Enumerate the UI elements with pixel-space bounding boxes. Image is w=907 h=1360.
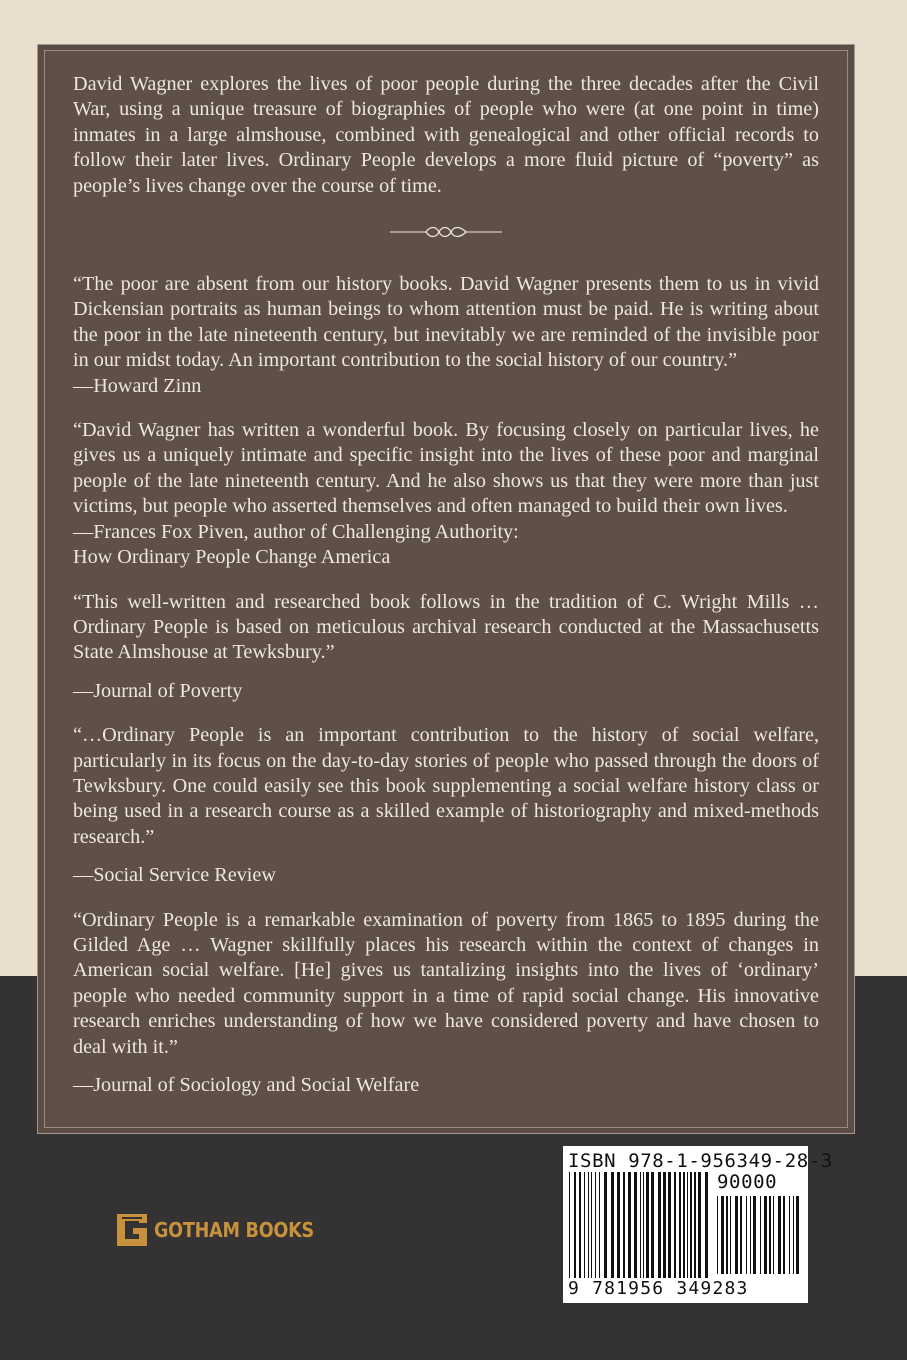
quote-zinn: “The poor are absent from our history books. David Wagner presents them to us in vivid Dickensian portraits as human beings to whom attention must be paid. He is writing about the poor in the late nineteenth century, but inevitably we are reminded of the invisible poor in our midst today. An important contribution to the social history of our country.” [73, 273, 819, 372]
publisher-name: GOTHAM BOOKS [154, 1218, 314, 1242]
scroll-ornament-icon [390, 223, 502, 241]
quote-social-service-review: “…Ordinary People is an important contribution to the history of social welfare, particularly in its focus on the day-to-day stories of people who passed through the doors of Tewksbury. One could easily see this book supplementing a social welfare history class or being used in a research course as a skilled example of historiography and mixed-methods research.” [73, 724, 819, 848]
attribution-piven-line2: How Ordinary People Change America [73, 546, 391, 569]
attribution-social-service-review: —Social Service Review [73, 864, 276, 887]
attribution-zinn: —Howard Zinn [73, 374, 202, 397]
quote-journal-of-poverty: “This well-written and researched book follows in the tradition of C. Wright Mills … Ordinary People is based on meticulous archival research conducted at the Massachusetts State Almshouse at Tewksbury.” [73, 590, 819, 664]
quote-sociology-journal: “Ordinary People is a remarkable examination of poverty from 1865 to 1895 during the Gilded Age … Wagner skillfully places his research within the context of changes in American social welfare. [He] gives us tantalizing insights into the lives of ‘ordinary’ people who needed community support in a time of rapid social change. His innovative research enriches understanding of how we have considered poverty and have chosen to deal with it.” [73, 908, 819, 1058]
publisher-logo [114, 1210, 336, 1250]
price-code: 90000 [717, 1171, 778, 1193]
back-cover-text [73, 72, 819, 1098]
gotham-books-logo-icon [114, 1210, 150, 1250]
isbn-digits: 9 781956 349283 [568, 1278, 749, 1299]
section-divider [73, 223, 819, 241]
quote-piven: “David Wagner has written a wonderful book. By focusing closely on particular lives, he gives us a uniquely intimate and specific insight into the lives of these poor and marginal people of the late nineteenth century. And he also shows us that they were more than just victims, but people who asserted themselves and often managed to build their own lives. [73, 419, 819, 518]
attribution-journal-of-poverty: —Journal of Poverty [73, 679, 243, 702]
isbn-label: ISBN 978-1-956349-28-3 [568, 1150, 833, 1172]
attribution-piven-line1: —Frances Fox Piven, author of Challenging Authority: [73, 520, 519, 543]
attribution-sociology-journal: —Journal of Sociology and Social Welfare [73, 1074, 420, 1096]
book-description: David Wagner explores the lives of poor people during the three decades after the Civil War, using a unique treasure of biographies of people who were (at one point in time) inmates in a large almshouse, combined with genealogical and other official records to follow their later lives. Ordinary People develops a more fluid picture of “poverty” as people’s lives change over the course of time. [73, 73, 819, 197]
